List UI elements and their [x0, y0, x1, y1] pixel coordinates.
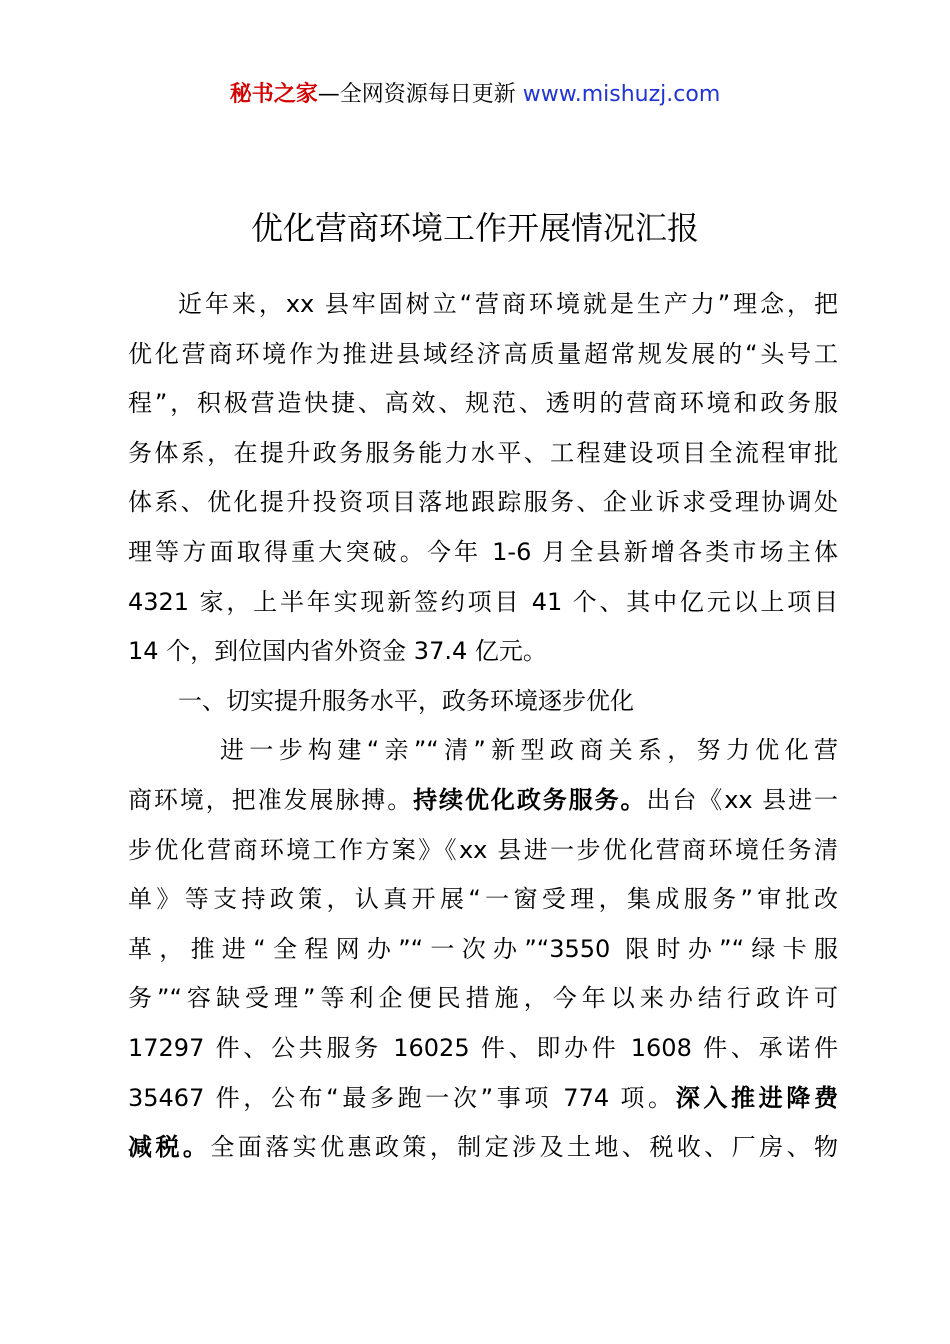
body-line: 17297 件、公共服务 16025 件、即办件 1608 件、承诺件 [128, 1033, 838, 1062]
bold-lead: 深入推进降费 [675, 1083, 838, 1112]
body-line: 优化营商环境作为推进县域经济高质量超常规发展的“头号工 [128, 339, 838, 368]
site-link[interactable]: www.mishuzj.com [522, 82, 721, 107]
body-line: 程”，积极营造快捷、高效、规范、透明的营商环境和政务服 [128, 389, 838, 418]
body-line: 进一步构建“亲”“清”新型政商关系，努力优化营 [220, 736, 838, 765]
body-line: 步优化营商环境工作方案》《xx 县进一步优化营商环境任务清 [128, 835, 838, 864]
body-line: 革，推进“全程网办”“一次办”“3550 限时办”“绿卡服 [128, 934, 838, 963]
body-line: 单》等支持政策，认真开展“一窗受理，集成服务”审批改 [128, 885, 838, 914]
body-line: 14 个，到位国内省外资金 37.4 亿元。 [128, 637, 547, 666]
body-line: 理等方面取得重大突破。今年 1-6 月全县新增各类市场主体 [128, 537, 838, 566]
body-line: 减税。全面落实优惠政策，制定涉及土地、税收、厂房、物 [128, 1133, 839, 1162]
body-line: 商环境，把准发展脉搏。持续优化政务服务。出台《xx 县进一 [128, 785, 839, 814]
body-line: 近年来，xx 县牢固树立“营商环境就是生产力”理念，把 [178, 290, 838, 318]
document-body [128, 280, 838, 1173]
body-line: 务”“容缺受理”等利企便民措施，今年以来办结行政许可 [128, 984, 838, 1013]
body-line: 体系、优化提升投资项目落地跟踪服务、企业诉求受理协调处 [128, 488, 838, 517]
bold-lead: 持续优化政务服务。 [413, 785, 647, 814]
site-header [0, 78, 950, 112]
body-line: 35467 件，公布“最多跑一次”事项 774 项。深入推进降费 [128, 1083, 838, 1112]
body-line: 务体系，在提升政务服务能力水平、工程建设项目全流程审批 [128, 438, 838, 467]
section-heading: 一、切实提升服务水平，政务环境逐步优化 [178, 686, 634, 715]
document-title: 优化营商环境工作开展情况汇报 [250, 209, 699, 247]
brand-name: 秘书之家 [229, 82, 318, 107]
body-line: 4321 家，上半年实现新签约项目 41 个、其中亿元以上项目 [128, 587, 838, 616]
bold-lead: 减税。 [128, 1133, 211, 1162]
header-tagline: —全网资源每日更新 [317, 82, 523, 107]
